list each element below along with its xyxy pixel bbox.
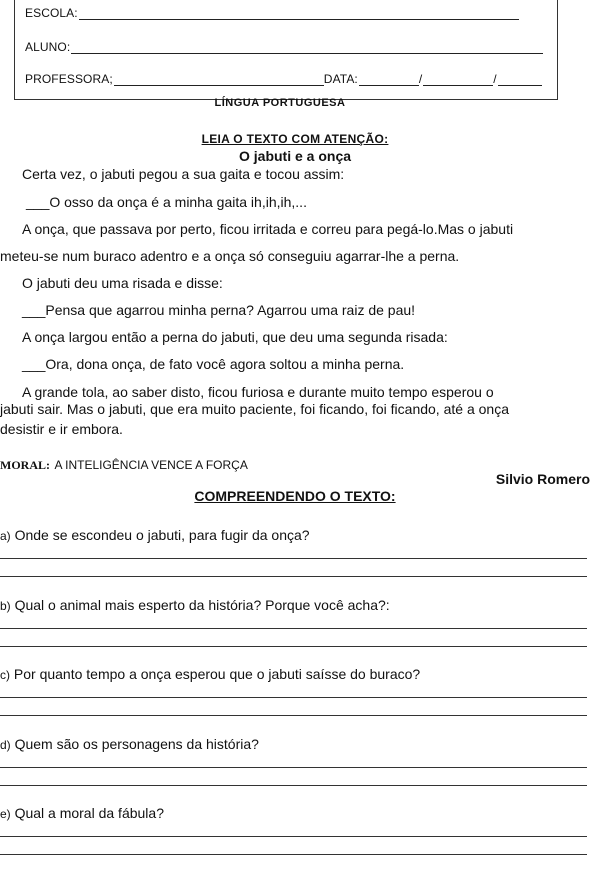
school-line <box>79 8 519 20</box>
story-dialogue: ___O osso da onça é a minha gaita ih,ih,ih,... <box>26 194 307 210</box>
story-paragraph: A grande tola, ao saber disto, ficou furiosa e durante muito tempo esperou o <box>22 384 494 400</box>
question-letter: a) <box>0 529 11 543</box>
question-text: Por quanto tempo a onça esperou que o jabuti saísse do buraco? <box>13 666 421 682</box>
question-letter: e) <box>0 807 11 821</box>
story-paragraph: Certa vez, o jabuti pegou a sua gaita e tocou assim: <box>22 166 345 182</box>
section-title: COMPREENDENDO O TEXTO: <box>194 488 396 504</box>
answer-line[interactable] <box>0 715 587 716</box>
story-paragraph-cont: meteu-se num buraco adentro e a onça só conseguiu agarrar-lhe a perna. <box>0 248 460 264</box>
answer-line[interactable] <box>0 628 587 629</box>
answer-line[interactable] <box>0 854 587 855</box>
reading-instruction: LEIA O TEXTO COM ATENÇÃO: <box>201 132 389 146</box>
story-title: O jabuti e a onça <box>238 148 352 164</box>
story-paragraph: O jabuti deu uma risada e disse: <box>22 275 223 291</box>
story-paragraph-cont: desistir e ir embora. <box>0 421 123 437</box>
question-letter: d) <box>0 738 11 752</box>
author-name: Silvio Romero <box>495 471 590 487</box>
date-month-line <box>423 74 493 86</box>
answer-line[interactable] <box>0 576 587 577</box>
question-b <box>0 597 390 613</box>
moral-label: MORAL: <box>0 458 50 472</box>
question-letter: c) <box>0 668 10 682</box>
header-box <box>14 0 558 100</box>
moral-text: A INTELIGÊNCIA VENCE A FORÇA <box>54 458 248 472</box>
question-text: Onde se escondeu o jabuti, para fugir da onça? <box>14 527 310 543</box>
school-field[interactable] <box>25 6 519 20</box>
question-a <box>0 527 310 543</box>
answer-line[interactable] <box>0 785 587 786</box>
moral-line <box>0 456 248 474</box>
teacher-date-field[interactable] <box>25 72 542 86</box>
student-field[interactable] <box>25 40 543 54</box>
answer-line[interactable] <box>0 836 587 837</box>
answer-line[interactable] <box>0 646 587 647</box>
question-c <box>0 666 420 682</box>
story-dialogue: ___Pensa que agarrou minha perna? Agarrou uma raiz de pau! <box>22 302 416 318</box>
date-sep-1: / <box>418 72 423 86</box>
story-paragraph-cont: jabuti sair. Mas o jabuti, que era muito paciente, foi ficando, foi ficando, até a onça <box>0 401 509 417</box>
question-d <box>0 736 259 752</box>
teacher-label: PROFESSORA; <box>25 72 113 86</box>
school-label: ESCOLA: <box>25 6 78 20</box>
student-line <box>71 42 543 54</box>
question-letter: b) <box>0 599 11 613</box>
question-text: Qual o animal mais esperto da história? Porque você acha?: <box>14 597 390 613</box>
answer-line[interactable] <box>0 558 587 559</box>
student-label: ALUNO: <box>25 40 71 54</box>
subject-title: LÍNGUA PORTUGUESA <box>214 97 346 109</box>
date-year-line <box>498 74 542 86</box>
answer-line[interactable] <box>0 767 587 768</box>
date-day-line <box>359 74 419 86</box>
story-dialogue: ___Ora, dona onça, de fato você agora soltou a minha perna. <box>22 356 405 372</box>
story-paragraph: A onça largou então a perna do jabuti, que deu uma segunda risada: <box>22 329 448 345</box>
date-sep-2: / <box>493 72 497 86</box>
date-label: DATA: <box>323 72 358 86</box>
answer-line[interactable] <box>0 697 587 698</box>
question-text: Qual a moral da fábula? <box>14 805 164 821</box>
teacher-line <box>114 74 324 86</box>
question-text: Quem são os personagens da história? <box>14 736 259 752</box>
question-e <box>0 805 164 821</box>
story-paragraph: A onça, que passava por perto, ficou irritada e correu para pegá-lo.Mas o jabuti <box>22 221 514 237</box>
